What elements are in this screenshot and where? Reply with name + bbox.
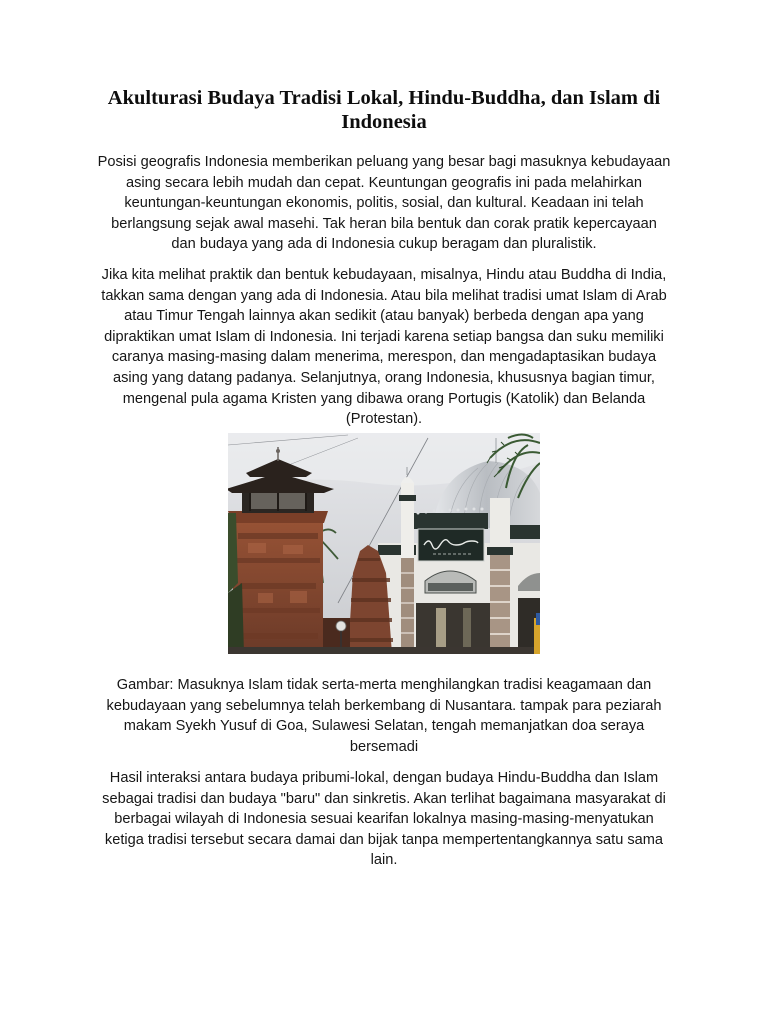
paragraph-conclusion xyxy=(84,768,684,871)
text-line: berbagai wilayah di Indonesia sesuai kearifan lokalnya masing-masing-menyatukan xyxy=(114,811,654,828)
text-line: Hasil interaksi antara budaya pribumi-lokal, dengan budaya Hindu-Buddha dan Islam xyxy=(109,770,659,786)
text-line: Jika kita melihat praktik dan bentuk kebudayaan, misalnya, Hindu atau Buddha di India, xyxy=(101,267,667,283)
text-line: Gambar: Masuknya Islam tidak serta-merta menghilangkan tradisi keagamaan dan xyxy=(116,677,652,693)
text-line: lain. xyxy=(370,852,398,869)
text-line: bersemadi xyxy=(349,738,419,755)
text-line: makam Syekh Yusuf di Goa, Sulawesi Selatan, tengah memanjatkan doa seraya xyxy=(123,718,645,735)
title-line: Akulturasi Budaya Tradisi Lokal, Hindu-Buddha, dan Islam di xyxy=(107,87,661,109)
figure-caption xyxy=(84,675,684,757)
text-line: atau Timur Tengah lainnya akan sedikit (atau banyak) berbeda dengan apa yang xyxy=(124,308,644,325)
text-line: kebudayaan yang sebelumnya telah berkembang di Nusantara. tampak para peziarah xyxy=(106,697,662,714)
text-line: dipraktikan umat Islam di Indonesia. Ini terjadi karena setiap bangsa dan suku memiliki xyxy=(104,328,664,345)
mosque-photo-illustration xyxy=(228,433,540,654)
page-title xyxy=(84,86,684,134)
text-line: ketiga tradisi tersebut secara damai dan bijak tanpa mempertentangkannya satu sama xyxy=(104,831,664,848)
title-line: Indonesia xyxy=(341,111,427,133)
paragraph-comparison xyxy=(84,265,684,430)
text-line: sebagai tradisi dan budaya "baru" dan sinkretis. Akan terlihat bagaimana masyarakat di xyxy=(102,790,666,807)
text-line: keuntungan-keuntungan ekonomis, politis, sosial, dan kultural. Keadaan ini telah xyxy=(124,195,644,212)
text-line: asing secara lebih mudah dan cepat. Keuntungan geografis ini pada melahirkan xyxy=(126,174,642,191)
text-line: Posisi geografis Indonesia memberikan peluang yang besar bagi masuknya kebudayaan xyxy=(97,154,671,170)
text-line: asing yang datang padanya. Selanjutnya, orang Indonesia, khususnya bagian timur, xyxy=(113,369,655,386)
text-line: dan budaya yang ada di Indonesia cukup beragam dan pluralistik. xyxy=(171,236,597,253)
text-line: takkan sama dengan yang ada di Indonesia. Atau bila melihat tradisi umat Islam di Arab xyxy=(101,287,667,304)
text-line: berlangsung sejak awal masehi. Tak heran bila bentuk dan corak pratik kepercayaan xyxy=(111,215,657,232)
text-line: (Protestan). xyxy=(345,411,423,428)
text-line: mengenal pula agama Kristen yang dibawa orang Portugis (Katolik) dan Belanda xyxy=(122,390,646,407)
paragraph-intro xyxy=(84,152,684,255)
mosque-photo xyxy=(228,433,540,654)
text-line: caranya masing-masing dalam menerima, merespon, dan mengadaptasikan budaya xyxy=(111,349,657,366)
